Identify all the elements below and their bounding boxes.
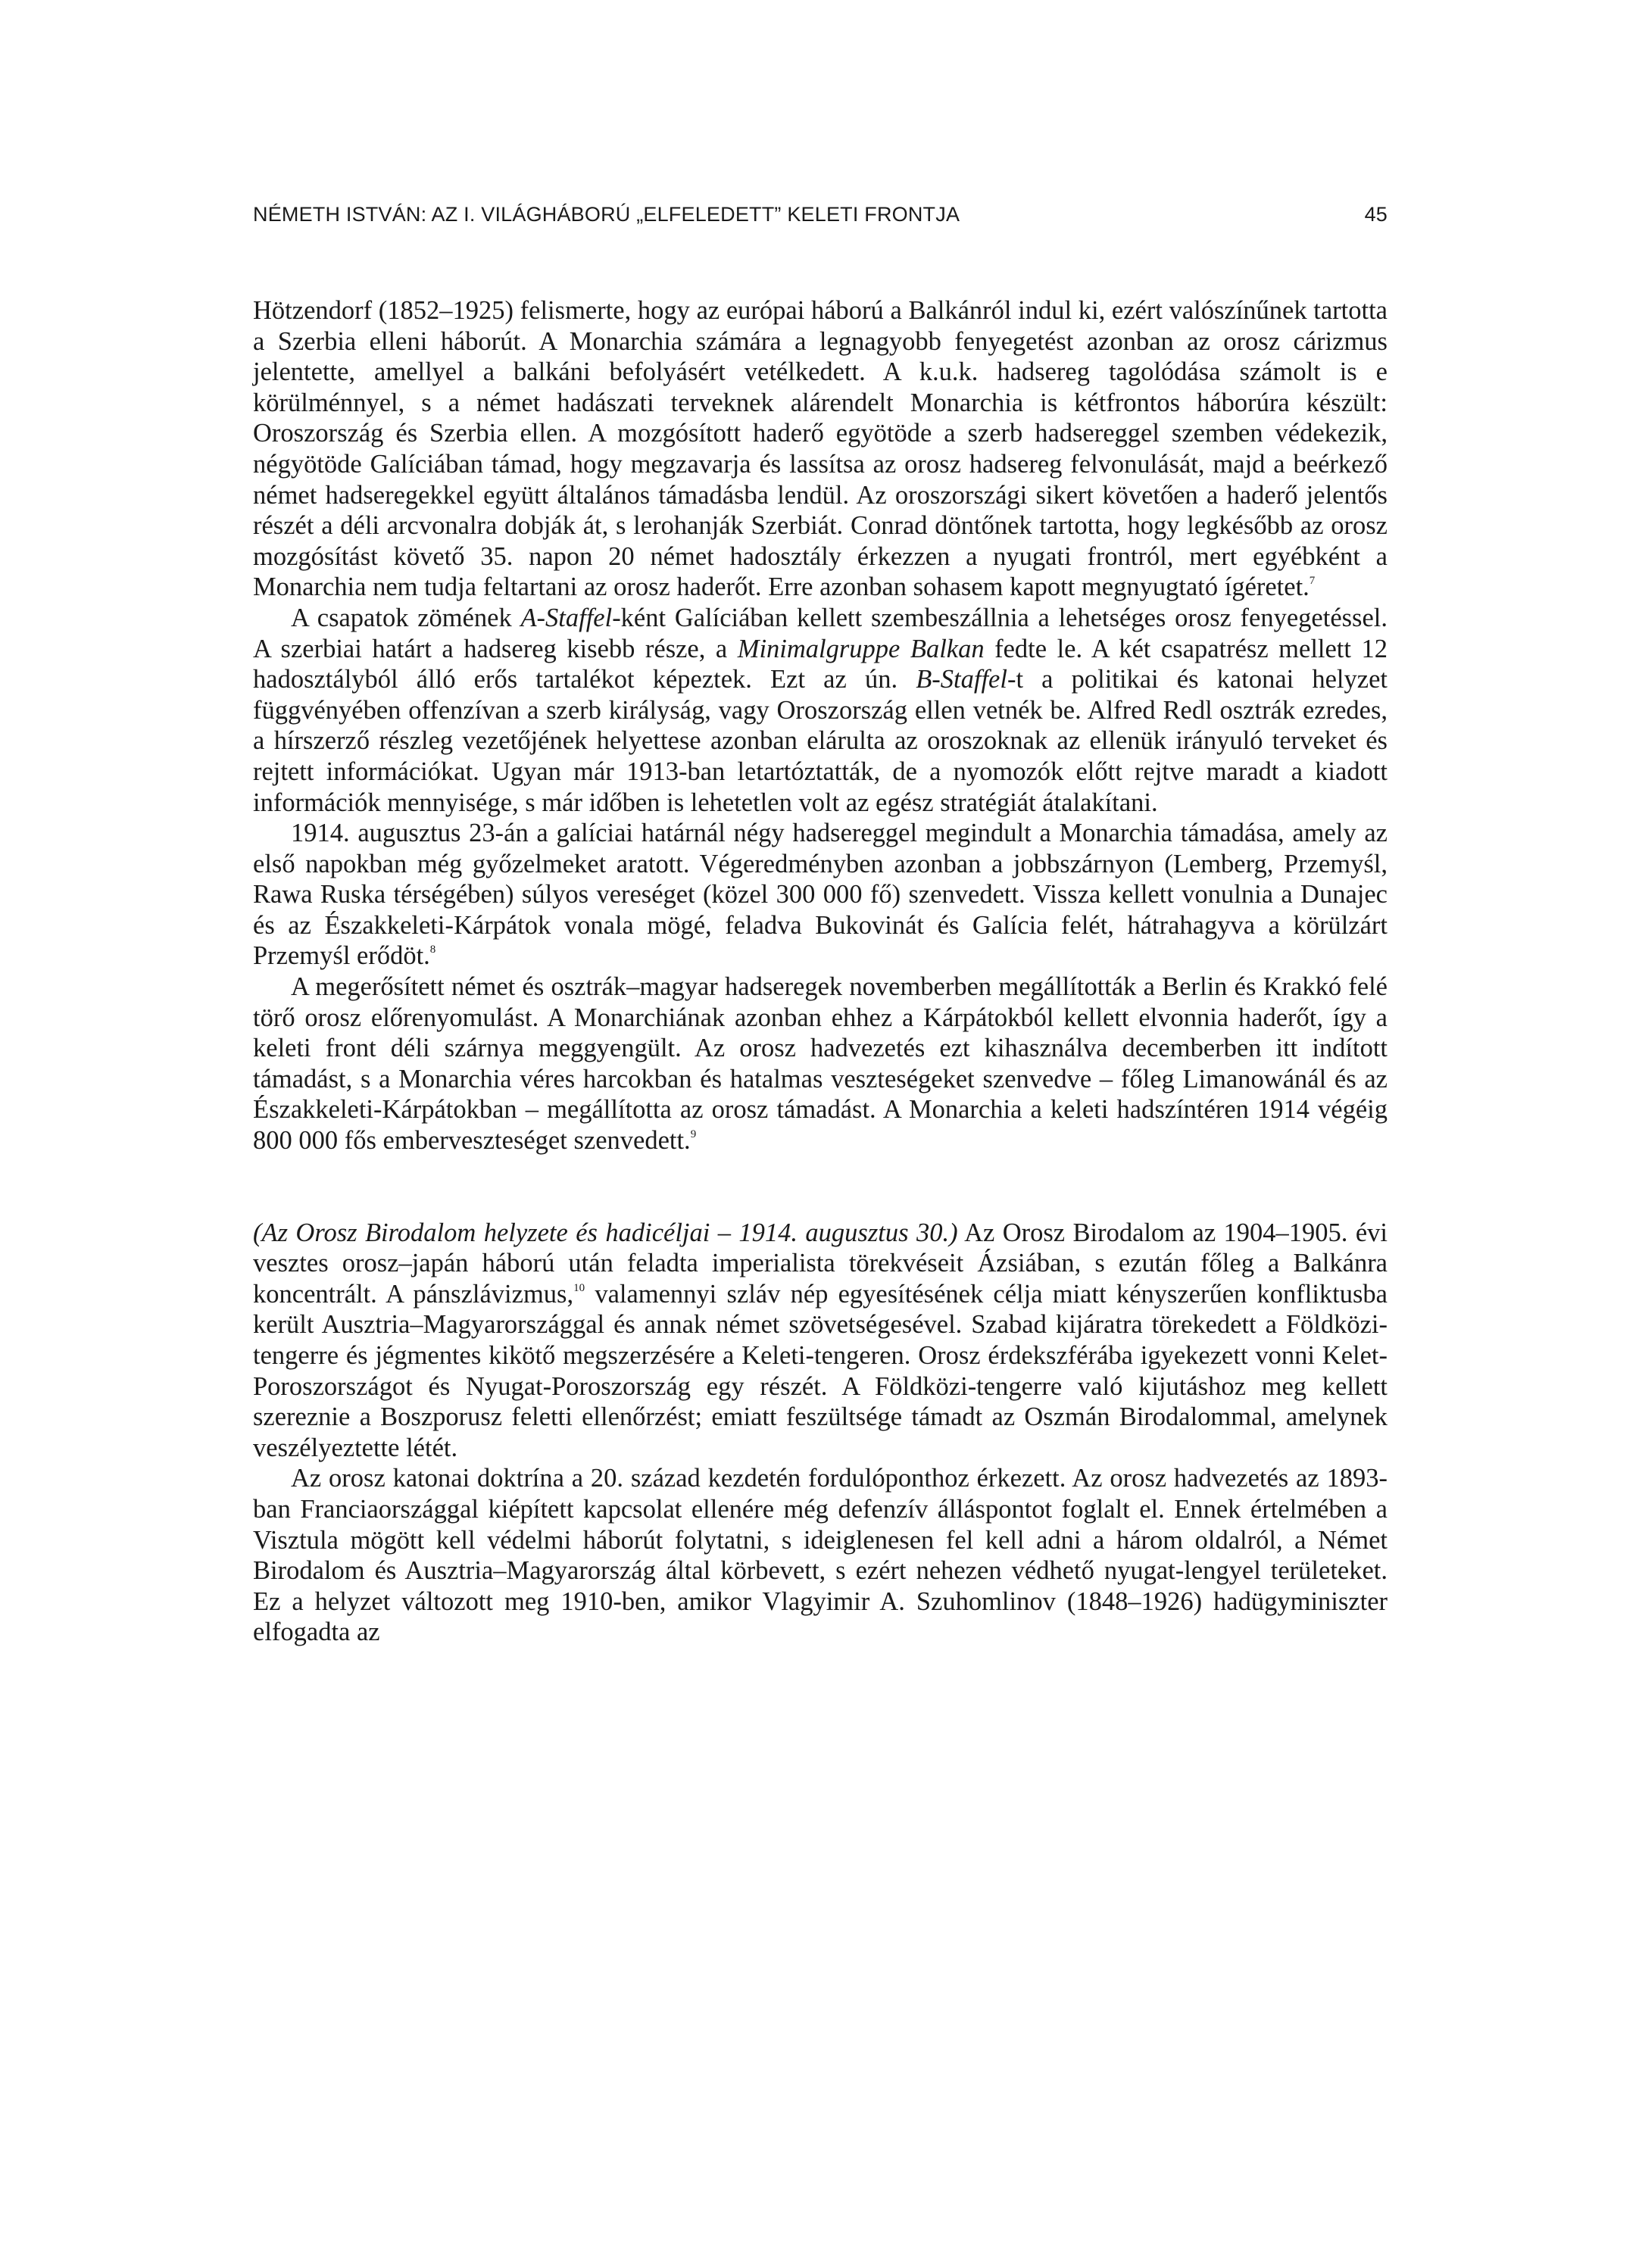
paragraph-3 bbox=[253, 818, 1388, 972]
footnote-ref-7: 7 bbox=[1309, 575, 1316, 588]
paragraph-3-text: 1914. augusztus 23-án a galíciai határnál négy hadsereggel megindult a Monarchia támadása, amely az első napokban még győzelmeket aratott. Végeredményben azonban a jobbszárnyon (Lemberg, Przemyśl, Rawa Ruska térségében) súlyos vereséget (közel 300 000 fő) szenvedett. Vissza kellett vonulnia a Dunajec és az Északkeleti-Kárpátok vonala mögé, feladva Bukovinát és Galícia felét, hátrahagyva a körülzárt Przemyśl erődöt. bbox=[253, 819, 1388, 971]
term-minimalgruppe-balkan: Minimalgruppe Balkan bbox=[737, 634, 985, 663]
paragraph-1 bbox=[253, 295, 1388, 603]
paragraph-5-text-b: valamennyi szláv nép egyesítésének célja miatt kényszerűen konfliktusba került Ausztria–Magyarországgal és annak német szövetségesével. Szabad kijáratra törekedett a Földközi-tengerre és jégmentes kikötő megszerzésére a Keleti-tengeren. Orosz érdekszférába igyekezett vonni Kelet-Poroszországot és Nyugat-Poroszország egy részét. A Földközi-tengerre való kijutáshoz meg kellett szereznie a Boszporusz feletti ellenőrzést; emiatt feszültsége támadt az Oszmán Birodalommal, amelynek veszélyeztette létét. bbox=[253, 1279, 1388, 1462]
paragraph-5-text-a: Az Orosz Birodalom az 1904–1905. évi vesztes orosz–japán háború után feladta imperialista törekvéseit Ázsiában, s ezután főleg a Balkánra koncentrált. A pánszlávizmus, bbox=[253, 1218, 1388, 1309]
term-b-staffel: B-Staffel bbox=[916, 665, 1007, 694]
paragraph-2-text-d: -t a politikai és katonai helyzet függvényében offenzívan a szerb királyság, vagy Oroszország ellen vetnék be. Alfred Redl osztrák ezredes, a hírszerző részleg vezetőjének helyettese azonban elárulta az oroszoknak az ellenük irányuló terveket és rejtett információkat. Ugyan már 1913-ban letartóztatták, de a nyomozók előtt rejtve maradt a kiadott információk mennyisége, s már időben is lehetetlen volt az egész stratégiát átalakítani. bbox=[253, 665, 1388, 817]
term-a-staffel: A-Staffel bbox=[520, 603, 613, 632]
paragraph-2-text-c: fedte le. A két csapatrész mellett 12 hadosztályból álló erős tartalékot képeztek. Ezt az ún. bbox=[253, 634, 1388, 694]
paragraph-6-text: Az orosz katonai doktrína a 20. század kezdetén fordulóponthoz érkezett. Az orosz hadvezetés az 1893-ban Franciaországgal kiépített kapcsolat ellenére még defenzív álláspontot foglalt el. Ennek értelmében a Visztula mögött kell védelmi háborút folytatni, s ideiglenesen fel kell adni a három oldalról, a Német Birodalom és Ausztria–Magyarország által körbevett, s ezért nehezen védhető nyugat-lengyel területeket. Ez a helyzet változott meg 1910-ben, amikor Vlagyimir A. Szuhomlinov (1848–1926) hadügyminiszter elfogadta az bbox=[253, 1464, 1388, 1647]
section-heading: (Az Orosz Birodalom helyzete és hadicéljai – 1914. augusztus 30.) bbox=[253, 1218, 958, 1247]
paragraph-2 bbox=[253, 603, 1388, 818]
footnote-ref-8: 8 bbox=[429, 944, 436, 956]
paragraph-2-text-a: A csapatok zömének bbox=[291, 603, 521, 632]
running-header bbox=[253, 203, 1388, 233]
body-text bbox=[253, 295, 1388, 1648]
running-title: NÉMETH ISTVÁN: AZ I. VILÁGHÁBORÚ „ELFELEDETT” KELETI FRONTJA bbox=[253, 203, 960, 226]
footnote-ref-9: 9 bbox=[690, 1128, 697, 1141]
paragraph-1-text: Hötzendorf (1852–1925) felismerte, hogy az európai háború a Balkánról indul ki, ezért valószínűnek tartotta a Szerbia elleni háborút. A Monarchia számára a legnagyobb fenyegetést azonban az orosz cárizmus jelentette, amellyel a balkáni befolyásért vetélkedett. A k.u.k. hadsereg tagolódása számolt is e körülménnyel, s a német hadászati terveknek alárendelt Monarchia is kétfrontos háborúra készült: Oroszország és Szerbia ellen. A mozgósított haderő egyötöde a szerb hadsereggel szemben védekezik, négyötöde Galíciában támad, hogy megzavarja és lassítsa az orosz hadsereg felvonulását, majd a beérkező német hadseregekkel együtt általános támadásba lendül. Az oroszországi sikert követően a haderő jelentős részét a déli arcvonalra dobják át, s lerohanják Szerbiát. Conrad döntőnek tartotta, hogy legkésőbb az orosz mozgósítást követő 35. napon 20 német hadosztály érkezzen a nyugati frontról, mert egyébként a Monarchia nem tudja feltartani az orosz haderőt. Erre azonban sohasem kapott megnyugtató ígéretet. bbox=[253, 296, 1388, 602]
paragraph-5 bbox=[253, 1218, 1388, 1464]
paragraph-4 bbox=[253, 972, 1388, 1156]
footnote-ref-10: 10 bbox=[573, 1281, 585, 1294]
paragraph-6 bbox=[253, 1463, 1388, 1648]
paragraph-4-text: A megerősített német és osztrák–magyar hadseregek novemberben megállították a Berlin és Krakkó felé törő orosz előrenyomulást. A Monarchiának azonban ehhez a Kárpátokból kellett elvonnia haderőt, így a keleti front déli szárnya meggyengült. Az orosz hadvezetés ezt kihasználva decemberben itt indított támadást, s a Monarchia véres harcokban és hatalmas veszteségeket szenvedve – főleg Limanowánál és az Északkeleti-Kárpátokban – megállította az orosz támadást. A Monarchia a keleti hadszíntéren 1914 végéig 800 000 fős emberveszteséget szenvedett. bbox=[253, 972, 1388, 1156]
paragraph-2-text-b: -ként Galíciában kellett szembeszállnia a lehetséges orosz fenyegetéssel. A szerbiai határt a hadsereg kisebb része, a bbox=[253, 603, 1388, 663]
page-number: 45 bbox=[1364, 203, 1388, 226]
